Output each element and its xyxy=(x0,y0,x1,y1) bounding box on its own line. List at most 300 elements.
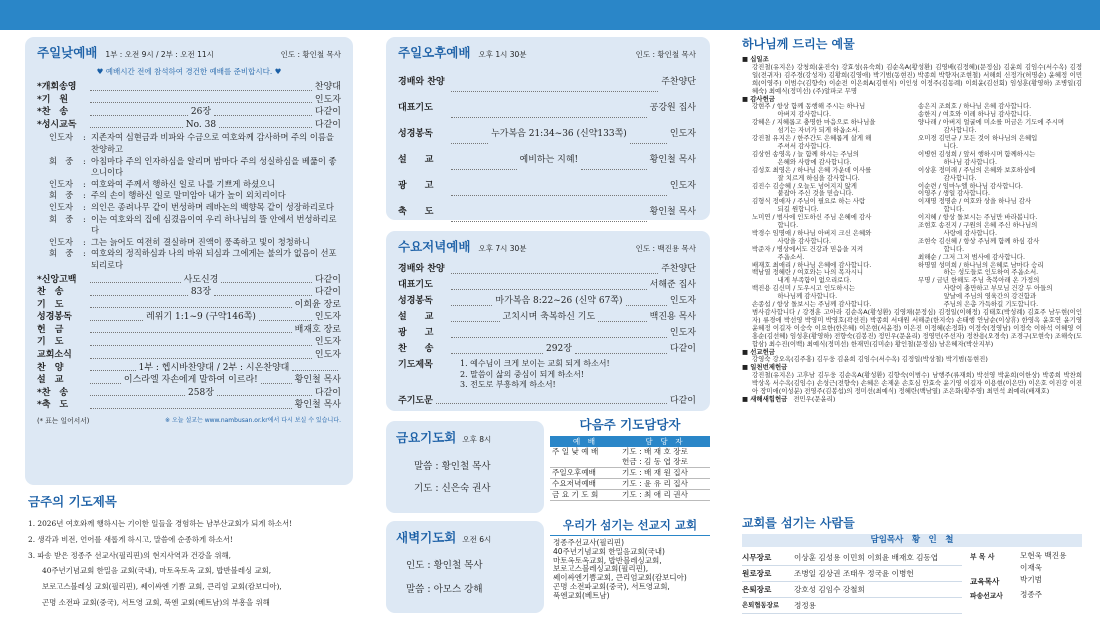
dot-leader xyxy=(90,358,312,359)
dot-leader xyxy=(451,305,492,306)
mission-item: 마토옥토옥교회, 밥반블레싱교회, xyxy=(553,555,662,565)
thanks-line: 사랑에 감사합니다. xyxy=(918,228,998,237)
morning-order-row xyxy=(37,119,341,132)
thousand-offering-names: 강진철(유지은) 고후남 김두웅 김순옥A(황성환) 김향숙(이범수) 남행주(류재희) 박선영 박윤희(이한상) 박종희 박찬희 박상옥 서수옥(김임수) 손성근(전향숙) 손혜은 손제운 손호심 안효숙 윤기영 이길자 이용현(이은만) 이은호 이진강 이진아 장미애(이성분) 전영주(김봉섭)의 정미선(최예식) 정혜란(백남열) 조은화(황주영) 최민석 최예리(배재호) xyxy=(752,371,1082,396)
morning-order-label: *찬 송 xyxy=(37,387,69,398)
dot-leader xyxy=(259,320,312,321)
morning-order-row xyxy=(37,387,341,400)
staff-side-label: 파송선교사 xyxy=(970,592,1003,600)
next-week-section xyxy=(550,415,710,501)
mission-item: 정종주선교사(필리핀) xyxy=(553,538,625,547)
wednesday-order-who: 인도자 xyxy=(669,296,696,306)
prayer-topic-item: 40주년기념교회 한밀음 교회(국내), 마토옥토옥 교회, 밥반블레싱 교회, xyxy=(42,566,272,576)
afternoon-order-row xyxy=(398,199,696,225)
afternoon-order-label: 대표기도 xyxy=(398,103,433,113)
lords-prayer-label: 주기도문 xyxy=(398,395,433,406)
prayer-topic-item: 2. 생각과 비전, 언어를 새롭게 하시고, 말씀에 순종하게 하소서! xyxy=(28,534,233,544)
dawn-line xyxy=(406,578,534,602)
mission-item: 쎄이싸엔기쁨교회, 큰리엄교회(캄보디아) xyxy=(553,573,687,583)
morning-order-who: 황인철 목사 xyxy=(294,400,341,411)
dawn-label: 인도 : xyxy=(406,560,434,571)
thanks-line: 조현호 송진지 / 구원의 은혜 주신 하나님의 xyxy=(918,221,1038,230)
thanks-line: 감사합니다. xyxy=(918,126,977,135)
wednesday-order-who: 주찬양단 xyxy=(661,264,696,274)
thanks-line: 붙잡아 주신 것을 믿습니다. xyxy=(752,189,854,198)
wednesday-order-label: 성경봉독 xyxy=(398,296,433,306)
morning-order-row xyxy=(37,286,341,299)
staff-row xyxy=(742,566,962,582)
morning-order-row xyxy=(37,94,341,107)
dot-leader xyxy=(90,345,312,346)
thanks-line: 이순련 / 임마누엘 하나님 감사합니다. xyxy=(918,181,1023,190)
wednesday-order-row xyxy=(398,341,696,357)
thanks-line: 섬기는 자녀가 되게 하옵소서. xyxy=(752,126,860,135)
staff-side-row xyxy=(970,589,1080,604)
morning-order-who: 찬양대 xyxy=(314,82,341,92)
thanks-line: 사랑을 감사합니다. xyxy=(752,236,832,245)
next-week-person: 기도 : 최 애 리 권사 xyxy=(622,490,688,499)
staff-side-names: 박기범 xyxy=(1020,575,1043,584)
dot-leader xyxy=(630,143,667,144)
offerings-section xyxy=(742,35,1082,404)
morning-order-row xyxy=(37,311,341,324)
thanks-line: 백남열 정혜란 / 여호와는 나의 목자시니 xyxy=(752,268,864,277)
dot-leader xyxy=(598,321,647,322)
dot-leader xyxy=(90,307,292,308)
offerings-title: 하나님께 드리는 예물 xyxy=(742,37,855,51)
dot-leader xyxy=(219,127,312,128)
thanks-line: 노미연 / 범사에 인도하신 주님 은혜에 감사 xyxy=(752,213,872,222)
reading-text: 주의 손이 행하신 일로 말미암아 내가 높이 외치리이다 xyxy=(91,190,286,201)
afternoon-order-who: 황인철 목사 xyxy=(649,155,696,165)
dot-leader xyxy=(451,337,667,338)
morning-order-label: 기 도 xyxy=(37,337,64,348)
thousand-offering-heading: ■ 일천번제헌금 xyxy=(742,363,788,372)
reading-line xyxy=(37,237,341,249)
dot-leader xyxy=(626,305,667,306)
new-year-offering-names: 전민우(문윤리) xyxy=(793,394,836,403)
morning-order-row xyxy=(37,274,341,287)
dot-leader xyxy=(90,127,183,128)
reading-text: 지존자여 심현금과 비파와 수금으로 여호와께 감사하며 주의 이름을 찬양하고 xyxy=(91,132,334,154)
dot-leader xyxy=(90,295,188,296)
senior-pastor: 담임목사 황 인 철 xyxy=(742,534,1082,547)
reading-role: 회 중 xyxy=(49,248,74,259)
friday-prayer-time: 오후 8시 xyxy=(462,435,492,444)
thanks-line: 하는 성도들로 인도하여 주옵소서. xyxy=(918,268,1039,277)
friday-prayer-panel xyxy=(386,421,544,513)
wednesday-order-value: 고치시며 축복하신 기도 xyxy=(502,312,596,322)
reading-line xyxy=(37,190,341,202)
morning-order-row xyxy=(37,362,341,375)
tithe-heading: ■ 십일조 xyxy=(742,55,769,63)
dot-leader xyxy=(451,273,658,274)
reading-line xyxy=(37,214,341,237)
dawn-value: 황인철 목사 xyxy=(433,560,483,571)
friday-line xyxy=(414,456,534,478)
dot-leader xyxy=(261,383,292,384)
dot-leader xyxy=(90,408,292,409)
reading-role: 회 중 xyxy=(49,213,74,224)
dot-leader xyxy=(451,143,488,144)
afternoon-order-row xyxy=(398,121,696,147)
thanks-line: 아버지 감사합니다. xyxy=(752,110,832,119)
thanks-line: 조현숙 김신혜 / 항상 주님께 함께 하심 감사 xyxy=(918,236,1040,245)
wednesday-order-who: 서해준 집사 xyxy=(649,280,696,290)
afternoon-service-leader: 인도 : 황인철 목사 xyxy=(635,50,696,59)
thanks-line: 은혜와 사랑에 감사합니다. xyxy=(752,157,852,166)
wednesday-order xyxy=(398,261,696,357)
morning-order-label: *축 도 xyxy=(37,400,69,411)
reading-role: 인도자 xyxy=(49,132,74,143)
morning-order-bottom xyxy=(37,274,341,413)
thanks-line: 강혜은 / 지혜롭고 충명한 마음으로 하나님을 xyxy=(752,118,876,127)
thanks-line: 주셔서 감사합니다. xyxy=(752,141,832,150)
staff-names: 이상훈 김성용 이민희 이희윤 배재호 김동엽 xyxy=(794,553,939,562)
afternoon-order-row xyxy=(398,69,696,95)
missions-section xyxy=(550,517,710,601)
thanks-line: 배재호 최애리 / 하나님 은혜에 감사합니다. xyxy=(752,260,872,269)
new-year-offering-heading: ■ 새해새힘헌금 xyxy=(742,394,788,403)
thanks-left-list xyxy=(752,103,912,309)
next-week-person: 기도 : 윤 유 리 집사 xyxy=(622,479,688,488)
prayer-topic-item: 3. 파송 받은 정종주 선교사(필리핀)의 현지사역과 건강을 위해, xyxy=(28,550,231,560)
staff-section xyxy=(742,514,1082,614)
morning-order-who: 황인철 목사 xyxy=(294,375,342,386)
staff-label: 은퇴협동장로 xyxy=(742,601,780,609)
afternoon-order-who: 황인철 목사 xyxy=(649,207,696,217)
morning-order-value: No. 38 xyxy=(185,119,217,130)
thanks-line: 박준자 / 병상에서도 건강과 믿음을 지켜 xyxy=(752,244,864,253)
morning-order-label: *기 원 xyxy=(37,94,69,105)
thanks-line: 이영주 / 생일 감사합니다. xyxy=(918,189,991,198)
dot-leader xyxy=(451,321,500,322)
morning-order-who: 배재호 장로 xyxy=(294,324,341,335)
friday-prayer-lines xyxy=(414,456,534,500)
dawn-label: 말씀 : xyxy=(406,584,434,595)
wednesday-order-label: 경배와 찬양 xyxy=(398,264,445,274)
mission-offering-heading: ■ 선교헌금 xyxy=(742,347,775,356)
friday-prayer-title: 금요기도회 xyxy=(396,430,457,445)
thanks-line: 이지혜 / 항상 돌보시는 주님만 바라봅니다. xyxy=(918,213,1038,222)
wednesday-service-leader: 인도 : 백진용 목사 xyxy=(635,244,696,253)
dawn-prayer-panel xyxy=(386,521,544,613)
reading-role: 인도자 xyxy=(49,178,74,189)
morning-order-value: 이스라엘 자손에게 말하여 이르라! xyxy=(123,375,258,386)
friday-label: 기도 : xyxy=(414,483,442,494)
thanks-line: 무명 / 금년 한해도 주님 축복아래 온 가정의 xyxy=(918,276,1040,285)
dot-leader xyxy=(451,221,647,222)
staff-row xyxy=(742,550,962,566)
prayer-topics-title: 금주의 기도제목 xyxy=(28,494,117,509)
morning-order-label: *성시교독 xyxy=(37,119,77,130)
morning-order-value: 레위기 1:1~9 (구약146쪽) xyxy=(146,312,256,323)
next-week-person: 헌금 : 김 동 엽 장로 xyxy=(622,457,688,466)
reading-text: 이는 여호와의 집에 심겼음이여 우리 하나님의 뜰 안에서 번성하리로다 xyxy=(91,213,337,236)
wednesday-order-value: 292장 xyxy=(546,344,572,354)
reading-role: 인도자 xyxy=(49,236,74,247)
morning-order-label: *신앙고백 xyxy=(37,274,77,285)
staff-title: 교회를 섬기는 사람들 xyxy=(742,516,855,530)
wednesday-order-value: 마가복음 8:22~26 (신약 67쪽) xyxy=(495,296,623,306)
top-banner xyxy=(0,0,1100,30)
afternoon-order-value: 예비하는 지혜! xyxy=(519,155,579,165)
prayer-topic-item: 보로고스블레싱 교회(필리핀), 쎄이싸엔 기쁨 교회, 큰리엄 교회(캄보디아), xyxy=(42,582,282,592)
wednesday-order-row xyxy=(398,325,696,341)
next-week-person: 기도 : 배 재 호 장로 xyxy=(622,447,688,456)
lords-prayer-who: 다같이 xyxy=(669,395,696,406)
reading-colon: : xyxy=(83,201,86,212)
afternoon-order xyxy=(398,69,696,225)
thanks-line: 송한지 / 여호와 이레 하나님 감사합니다. xyxy=(918,110,1032,119)
thanks-line: 합니다. xyxy=(918,244,965,253)
thanks-line: 최해순 / 그저 그저 범사에 감사합니다. xyxy=(918,252,1025,261)
dawn-line xyxy=(406,554,534,578)
friday-value: 황인철 목사 xyxy=(441,461,491,472)
wednesday-order-row xyxy=(398,309,696,325)
thanks-line: 강진철 유지은 / 한주간도 은혜롭게 살게 해 xyxy=(752,134,872,143)
afternoon-order-label: 성경봉독 xyxy=(398,129,433,139)
dawn-value: 아모스 강해 xyxy=(433,584,483,595)
reading-line xyxy=(37,202,341,214)
morning-order-row xyxy=(37,106,341,119)
morning-order-row xyxy=(37,374,341,387)
wednesday-order-label: 광 고 xyxy=(398,328,434,338)
next-week-header: 담 당 자 xyxy=(618,436,710,447)
thanks-line: 양나래 / 아버지 얼굴에 미소를 머금은 기도에 주시며 xyxy=(918,118,1065,127)
morning-order-who: 이희윤 장로 xyxy=(294,299,341,310)
thanks-line: 김형식 정애자 / 주님이 필요로 하는 사람 xyxy=(752,197,866,206)
afternoon-service-title: 주일오후예배 xyxy=(398,45,471,60)
website-note: ※ 오늘 설교는 www.nambusan.or.kr에서 다시 보실 수 있습니다. xyxy=(165,417,341,425)
staff-label: 시무장로 xyxy=(742,553,772,562)
reading-line xyxy=(37,132,341,155)
thanks-line: 오미경 김민규 / 모든 것이 하나님의 은혜입 xyxy=(918,134,1038,143)
dot-leader xyxy=(451,353,543,354)
thanks-line: 앞날에 주님의 영육간의 강건함과 xyxy=(918,292,1037,301)
morning-order-row xyxy=(37,349,341,362)
wednesday-order-row xyxy=(398,293,696,309)
thanks-line: 주옵소서. xyxy=(752,252,805,261)
reading-colon: : xyxy=(83,248,86,259)
morning-order-row xyxy=(37,324,341,337)
thanks-line: 잘 치르게 하심을 감사합니다. xyxy=(752,173,860,182)
reading-line xyxy=(37,248,341,271)
morning-order-label: 교회소식 xyxy=(37,350,72,361)
wednesday-order-who: 백진용 목사 xyxy=(649,312,697,322)
wednesday-order-label: 설 교 xyxy=(398,312,434,322)
thanks-line: 손종섭 / 항상 돌보시는 주님께 감사합니다. xyxy=(752,300,872,309)
dot-leader xyxy=(90,90,312,91)
staff-names: 정정용 xyxy=(794,601,817,610)
morning-order-value: 26장 xyxy=(190,107,212,118)
dot-leader xyxy=(214,115,312,116)
thanks-line: 이병헌 김성희 / 앞서 행하시며 함께하시는 xyxy=(918,149,1036,158)
morning-service-panel xyxy=(25,37,353,485)
morning-order-who: 인도자 xyxy=(314,337,341,348)
thanks-line: 김상헌 송영옥 / 늘 함께 하시는 주님의 xyxy=(752,149,859,158)
staff-side-row xyxy=(970,574,1080,589)
dot-leader xyxy=(581,169,647,170)
morning-order-row xyxy=(37,299,341,312)
afternoon-service-panel xyxy=(386,37,710,220)
reading-text: 의인은 종려나무 같이 번성하며 레바논의 백향목 같이 성장하리로다 xyxy=(91,201,334,212)
friday-value: 신은숙 권사 xyxy=(441,483,491,494)
afternoon-service-time: 오후 1시 30분 xyxy=(478,50,527,59)
next-week-who xyxy=(618,479,710,490)
dot-leader xyxy=(451,195,667,196)
afternoon-order-who: 인도자 xyxy=(669,129,696,139)
thanks-line: 강현주 / 항상 함께 동행해 주시는 하나님 xyxy=(752,102,866,111)
dot-leader xyxy=(451,169,517,170)
reading-role: 인도자 xyxy=(49,201,74,212)
morning-order-label: 성경봉독 xyxy=(37,312,72,323)
wednesday-service-title: 수요저녁예배 xyxy=(398,239,471,254)
wednesday-service-panel xyxy=(386,231,710,411)
morning-order-value: 258장 xyxy=(188,387,214,398)
afternoon-order-who: 인도자 xyxy=(669,181,696,191)
thanks-line: 백진용 김신미 / 도우시고 인도하시는 xyxy=(752,284,855,293)
thanks-line: 하나님 감사합니다. xyxy=(918,157,998,166)
wednesday-order-row xyxy=(398,277,696,293)
afternoon-order-value: 누가복음 21:34~36 (신약133쪽) xyxy=(491,129,627,139)
mission-offering-names: 강영숙 강오옥(김주홍) 김두웅 김윤희 김임수(서수옥) 김정일(박상철) 박기범(동현진) xyxy=(752,355,988,364)
reading-colon: : xyxy=(83,236,86,247)
reading-text: 그는 늙어도 여전히 결실하며 진액이 풍족하고 빛이 청청하니 xyxy=(91,236,310,247)
elders-list xyxy=(742,550,962,614)
wednesday-order-label: 대표기도 xyxy=(398,280,433,290)
morning-order-label: *개회송영 xyxy=(37,82,77,92)
staff-row xyxy=(742,582,962,598)
thanks-line: 내게 부족함이 없으리로다. xyxy=(752,276,852,285)
morning-service-times: 1부 : 오전 9시 / 2부 : 오전 11시 xyxy=(105,50,214,59)
dot-leader xyxy=(575,353,667,354)
dot-leader xyxy=(214,295,312,296)
next-week-who xyxy=(618,468,710,479)
next-week-service: 주 일 낮 예 배 xyxy=(550,447,618,468)
dot-leader xyxy=(90,370,136,371)
reading-colon: : xyxy=(83,190,86,201)
staff-side-label: 교육목사 xyxy=(970,577,1000,586)
afternoon-order-row xyxy=(398,147,696,173)
morning-order-who: 인도자 xyxy=(314,312,341,323)
afternoon-order-label: 경배와 찬양 xyxy=(398,77,445,87)
wednesday-order-who: 다같이 xyxy=(669,344,696,354)
afternoon-order-row xyxy=(398,173,696,199)
reading-role: 회 중 xyxy=(49,190,74,201)
wednesday-order-who: 인도자 xyxy=(669,328,696,338)
thanks-heading: ■ 감사헌금 xyxy=(742,94,775,103)
staff-names: 조병일 김상권 조태우 정국윤 이병헌 xyxy=(794,569,914,578)
morning-order-who: 다같이 xyxy=(314,107,341,118)
pastors-list xyxy=(962,550,1080,614)
wednesday-topic-item: 3. 전도로 부흥하게 하소서! xyxy=(460,380,556,389)
dawn-prayer-time: 오전 6시 xyxy=(462,535,492,544)
friday-label: 말씀 : xyxy=(414,461,442,472)
thanks-line: 주님의 은총 가득하길 기도합니다. xyxy=(918,300,1039,309)
morning-order-row xyxy=(37,399,341,412)
thanks-line: 김성호 최영은 / 하나님 은혜 가운데 이사를 xyxy=(752,165,872,174)
dot-leader xyxy=(221,282,312,283)
thanks-line: 감사합니다. xyxy=(918,173,977,182)
thanks-line: 합니다. xyxy=(752,221,799,230)
mission-item: 푹엔교회(베트남) xyxy=(553,590,610,600)
morning-order-value: 사도신경 xyxy=(183,274,219,285)
dawn-prayer-lines xyxy=(406,554,534,602)
wednesday-service-time: 오후 7시 30분 xyxy=(478,244,527,253)
morning-order-who: 다같이 xyxy=(314,287,341,298)
morning-order-who: 다같이 xyxy=(314,119,341,130)
prayer-topics-section xyxy=(28,492,358,611)
morning-order-label: 기 도 xyxy=(37,299,64,310)
reading-text: 여호와의 정직하심과 나의 바위 되심과 그에게는 불의가 없음이 선포되리로다 xyxy=(91,248,337,270)
dot-leader xyxy=(90,102,312,103)
thanks-line: 이상훈 정미래 / 주님의 은혜와 보호하심에 xyxy=(918,165,1036,174)
reading-text: 여호와여 주께서 행하신 일로 나를 기쁘게 하셨으니 xyxy=(91,178,276,189)
morning-order-who: 다같이 xyxy=(314,387,341,398)
afternoon-order-label: 축 도 xyxy=(398,207,434,217)
thanks-line: 박경수 임명애 / 하나님 아버지 크신 은혜와 xyxy=(752,228,872,237)
staff-names: 강호성 김임수 강철희 xyxy=(794,585,865,594)
dawn-prayer-title: 새벽기도회 xyxy=(396,530,457,545)
dot-leader xyxy=(90,282,181,283)
dot-leader xyxy=(217,395,312,396)
morning-order-label: *찬 송 xyxy=(37,107,69,118)
thanks-line: 이재명 정명순 / 여호와 상을 하나님 감사 xyxy=(918,197,1032,206)
morning-order-label: 찬 송 xyxy=(37,287,64,298)
prayer-topic-item: 곤명 소전파 교회(중국), 서트영 교회, 푹엔 교회(베트남)의 부흥을 위해 xyxy=(42,597,270,607)
next-week-person: 기도 : 배 재 원 집사 xyxy=(622,468,688,477)
dot-leader xyxy=(90,332,292,333)
thanks-right-list xyxy=(918,103,1082,309)
reading-text: 아침마다 주의 인자하심을 알리며 밤마다 주의 성실하심을 베풂이 좋으니이다 xyxy=(91,155,337,178)
missions-list xyxy=(550,539,710,601)
morning-order-label: 찬 양 xyxy=(37,362,64,373)
next-week-title: 다음주 기도담당자 xyxy=(579,417,681,432)
wednesday-topic-item: 2. 말씀이 삶의 중심이 되게 하소서! xyxy=(460,369,585,379)
mission-item: 곤명 소전파교회(중국), 서트영교회, xyxy=(553,581,670,591)
morning-service-title: 주일낮예배 xyxy=(37,45,98,60)
morning-order-top xyxy=(37,81,341,131)
reading-colon: : xyxy=(83,155,86,166)
thanks-line: 김진수 김승혜 / 오늘도 넘어지지 않게 xyxy=(752,181,857,190)
prayer-topics-list xyxy=(28,516,358,611)
dot-leader xyxy=(451,91,658,92)
friday-line xyxy=(414,478,534,500)
staff-side-label: 부 목 사 xyxy=(970,553,995,561)
staff-side-names: 모현욱 백진용 이재욱 xyxy=(1020,551,1067,572)
morning-order-row xyxy=(37,336,341,349)
mission-item: 보로고스블레싱교회(필리핀), xyxy=(553,564,649,574)
next-week-service: 주일오후예배 xyxy=(550,468,618,479)
staff-label: 원로장로 xyxy=(742,569,772,578)
afternoon-order-row xyxy=(398,95,696,121)
dot-leader xyxy=(90,395,185,396)
wednesday-order-row xyxy=(398,261,696,277)
next-week-header: 예 배 xyxy=(550,436,618,447)
responsive-reading xyxy=(37,132,341,271)
reading-colon: : xyxy=(83,213,86,224)
morning-order-who: 인도자 xyxy=(314,94,341,105)
missions-title: 우리가 섬기는 선교지 교회 xyxy=(550,517,710,536)
wednesday-topics xyxy=(460,359,610,391)
thanks-line: 사랑이 충만하고 부모님 건강 두 아들의 xyxy=(918,284,1053,293)
wednesday-topic-item: 1. 예수님이 크게 보이는 교회 되게 하소서! xyxy=(460,359,610,368)
morning-service-leader: 인도 : 황인철 목사 xyxy=(280,50,341,59)
reading-line xyxy=(37,156,341,179)
afternoon-order-label: 광 고 xyxy=(398,181,434,191)
morning-order-who: 인도자 xyxy=(314,350,341,361)
